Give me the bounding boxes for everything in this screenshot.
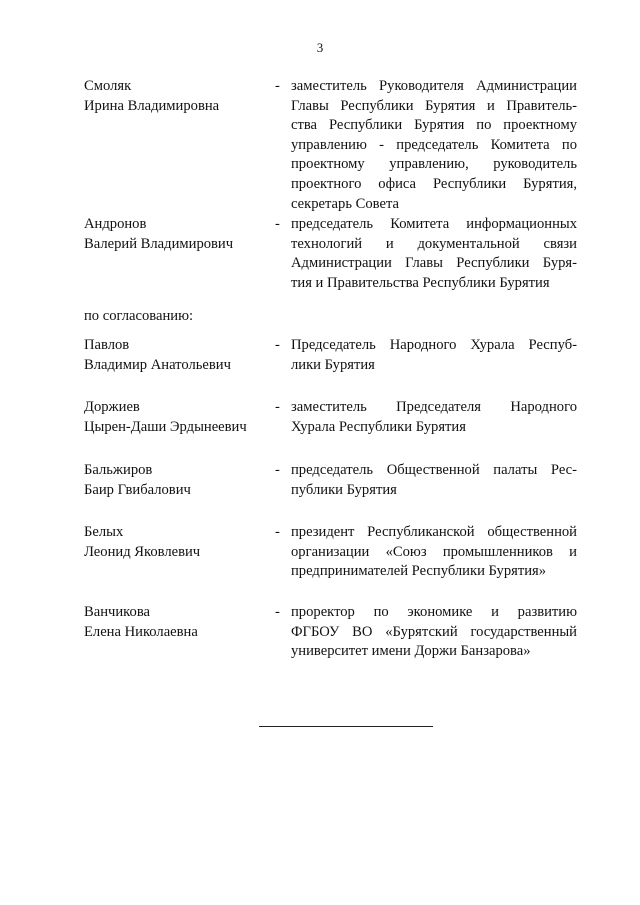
role-line: председатель Комитета информационных <box>291 216 577 232</box>
role-line: тия и Правительства Республики Бурятия <box>291 274 550 291</box>
member-given-name: Леонид Яковлевич <box>84 543 201 560</box>
role-line: публики Бурятия <box>291 481 397 498</box>
member-surname: Андронов <box>84 216 147 232</box>
member-surname: Доржиев <box>84 399 140 415</box>
role-line: проектного офиса Республики Бурятия, <box>291 175 577 192</box>
agreement-label: по согласованию: <box>84 308 194 324</box>
member-role <box>291 603 577 662</box>
member-surname: Бальжиров <box>84 462 153 478</box>
role-line: проектному управлению, руководитель <box>291 156 577 173</box>
role-line: технологий и документальной связи <box>291 235 577 252</box>
member-role <box>291 523 577 582</box>
member-role <box>291 336 577 375</box>
member-surname: Ванчикова <box>84 604 150 620</box>
member-given-name: Елена Николаевна <box>84 623 198 640</box>
closing-rule <box>259 726 433 727</box>
role-line: предпринимателей Республики Бурятия» <box>291 563 547 580</box>
role-line: организации «Союз промышленников и <box>291 543 577 560</box>
member-surname: Белых <box>84 524 124 540</box>
role-line: ФГБОУ ВО «Бурятский государственный <box>291 623 577 640</box>
member-given-name: Баир Гвибалович <box>84 481 191 498</box>
member-role <box>291 77 577 214</box>
dash-separator: - <box>275 462 280 478</box>
role-line: Хурала Республики Бурятия <box>291 418 466 435</box>
role-line: заместитель Руководителя Администрации <box>291 78 577 94</box>
role-line: университет имени Доржи Банзарова» <box>291 643 531 660</box>
member-surname: Павлов <box>84 337 130 353</box>
role-line: президент Республиканской общественной <box>291 524 577 540</box>
role-line: лики Бурятия <box>291 356 375 373</box>
role-line: Администрации Главы Республики Буря- <box>291 255 577 272</box>
role-line: председатель Общественной палаты Рес- <box>291 462 577 478</box>
role-line: управлению - председатель Комитета по <box>291 136 577 153</box>
dash-separator: - <box>275 399 280 415</box>
member-name <box>84 523 269 562</box>
role-line: Председатель Народного Хурала Респуб- <box>291 337 577 353</box>
member-given-name: Ирина Владимировна <box>84 97 220 114</box>
member-name <box>84 398 269 437</box>
member-role <box>291 398 577 437</box>
dash-separator: - <box>275 524 280 540</box>
member-surname: Смоляк <box>84 78 132 94</box>
member-role <box>291 215 577 293</box>
role-line: ства Республики Бурятия по проектному <box>291 117 577 134</box>
role-line: заместитель Председателя Народного <box>291 399 577 415</box>
member-name <box>84 603 269 642</box>
member-given-name: Валерий Владимирович <box>84 235 234 252</box>
page-number: 3 <box>316 40 324 55</box>
member-name <box>84 215 269 254</box>
dash-separator: - <box>275 78 280 94</box>
member-name <box>84 336 269 375</box>
role-line: проректор по экономике и развитию <box>291 604 577 620</box>
member-given-name: Владимир Анатольевич <box>84 356 231 373</box>
dash-separator: - <box>275 337 280 353</box>
member-given-name: Цырен-Даши Эрдынеевич <box>84 418 247 435</box>
role-line: секретарь Совета <box>291 195 399 212</box>
dash-separator: - <box>275 604 280 620</box>
role-line: Главы Республики Бурятия и Правитель- <box>291 97 577 114</box>
member-name <box>84 77 269 116</box>
member-role <box>291 461 577 500</box>
dash-separator: - <box>275 216 280 232</box>
member-name <box>84 461 269 500</box>
